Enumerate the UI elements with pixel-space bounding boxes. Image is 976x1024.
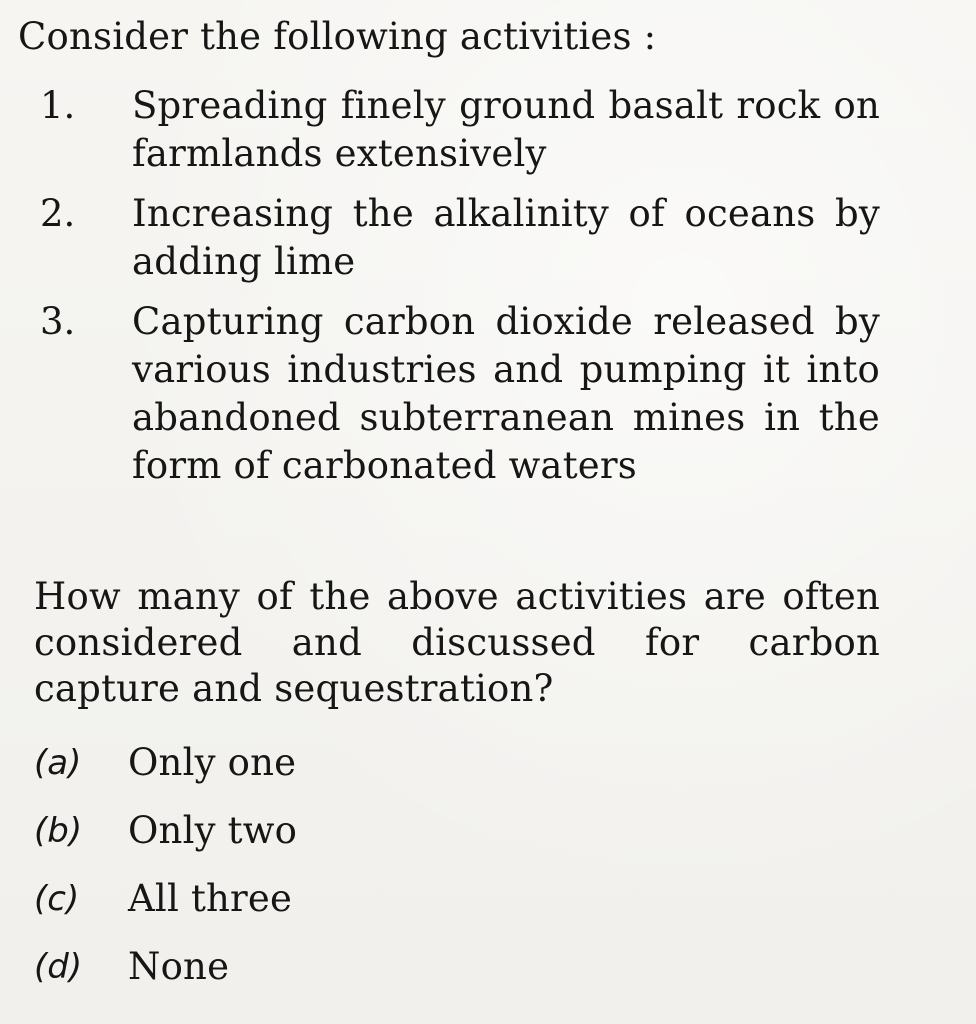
- option-key: (c): [34, 879, 80, 919]
- activity-number: 2.: [40, 192, 76, 235]
- option-d[interactable]: [0, 942, 976, 1010]
- activities-list: [0, 82, 976, 502]
- activity-text: Spreading finely ground basalt rock on farmlands extensively: [132, 84, 880, 175]
- question-intro: Consider the following activities :: [18, 15, 657, 58]
- activity-text: Capturing carbon dioxide released by various industries and pumping it into abandoned subterranean mines in the form of carbonated waters: [132, 300, 880, 487]
- option-key: (a): [34, 743, 82, 783]
- activity-text: Increasing the alkalinity of oceans by adding lime: [132, 192, 880, 283]
- option-c[interactable]: [0, 874, 976, 942]
- option-a[interactable]: [0, 738, 976, 806]
- activity-item-3: [0, 298, 976, 490]
- option-key: (b): [34, 811, 83, 851]
- option-text: All three: [128, 877, 293, 920]
- activity-number: 3.: [40, 300, 76, 343]
- activity-item-2: [0, 190, 976, 286]
- option-text: Only one: [128, 741, 297, 784]
- option-key: (d): [34, 947, 83, 987]
- option-b[interactable]: [0, 806, 976, 874]
- answer-options: [0, 738, 976, 1010]
- option-text: Only two: [128, 809, 298, 852]
- activity-item-1: [0, 82, 976, 178]
- question-stem: How many of the above activities are often considered and discussed for carbon capture and sequestration?: [34, 575, 880, 710]
- option-text: None: [128, 945, 230, 988]
- activity-number: 1.: [40, 84, 76, 127]
